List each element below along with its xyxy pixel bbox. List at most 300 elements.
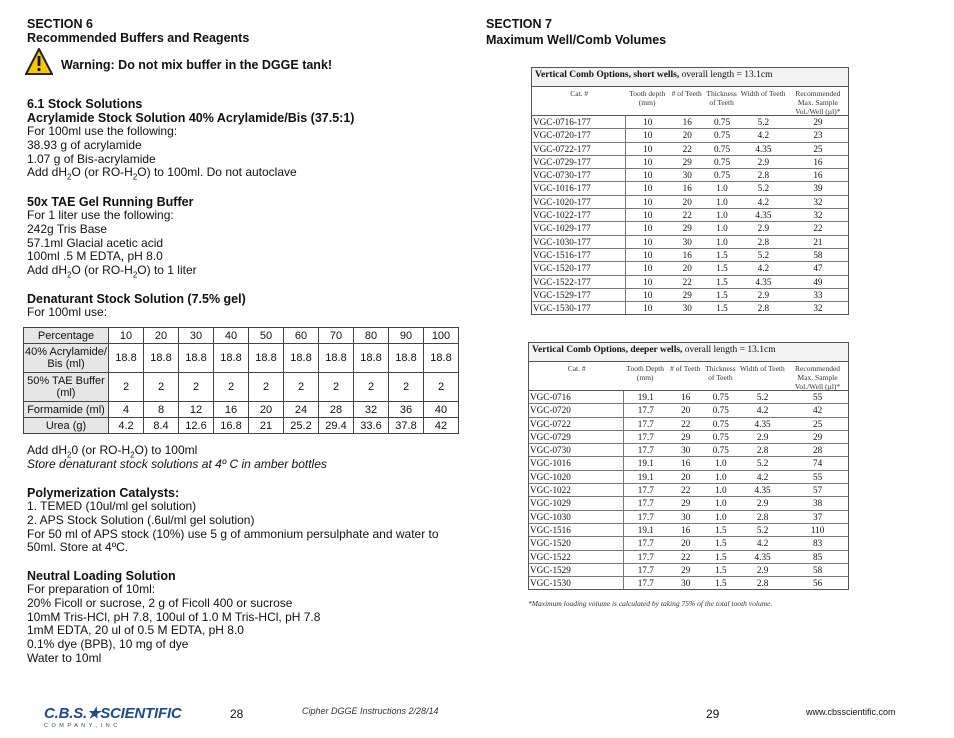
volume-footnote: *Maximum loading volume is calculated by taking 75% of the total tooth volume. xyxy=(528,599,773,608)
table-cell: 10 xyxy=(109,328,144,344)
table-cell: 10 xyxy=(643,143,653,154)
table-cell: 19.1 xyxy=(637,458,654,469)
denaturant-row xyxy=(24,328,459,344)
table-cell: VGC-1030-177 xyxy=(532,236,626,248)
table-cell: 30 xyxy=(681,578,691,589)
table-cell: 1.5 xyxy=(716,303,728,314)
col-header: Thickness of Teeth xyxy=(705,364,736,382)
table-cell: 17.7 xyxy=(637,538,654,549)
table-cell: 5.2 xyxy=(756,392,769,402)
table-cell: 23 xyxy=(813,130,823,141)
table-cell: 4.2 xyxy=(757,196,770,207)
table-cell: 25 xyxy=(813,143,823,154)
website-link[interactable]: www.cbsscientific.com xyxy=(806,707,896,717)
table-cell: 4.35 xyxy=(755,143,772,154)
deep-wells-column-headers xyxy=(529,362,848,391)
table-cell: 2.9 xyxy=(757,156,770,167)
table-row xyxy=(532,249,848,262)
page-number-left: 28 xyxy=(230,707,244,721)
table-cell: 56 xyxy=(813,578,823,589)
warning-icon xyxy=(25,48,53,76)
table-row xyxy=(532,289,848,302)
table-cell: 1.5 xyxy=(716,249,728,260)
table-cell: 17.7 xyxy=(637,418,654,429)
table-cell: 10 xyxy=(643,170,653,181)
table-cell: 30 xyxy=(681,511,691,522)
table-cell: 4.2 xyxy=(757,130,770,141)
row-label: Formamide (ml) xyxy=(24,402,109,418)
neutral-line: 10mM Tris-HCl, pH 7.8, 100ul of 1.0 M Tris-HCl, pH 7.8 xyxy=(27,609,321,624)
col-header: Recommended Max. Sample Vol./Well (µl)* xyxy=(795,89,841,116)
logo-wordmark: C.B.S.★SCIENTIFIC xyxy=(44,705,182,722)
row-label: Percentage xyxy=(24,328,109,344)
page-number-right: 29 xyxy=(706,707,720,721)
short-wells-table xyxy=(531,67,849,315)
table-cell: 36 xyxy=(389,402,424,418)
table-cell: 1.5 xyxy=(715,524,727,535)
row-label: 40% Acrylamide/ Bis (ml) xyxy=(24,344,109,373)
col-header: Tooth Depth (mm) xyxy=(626,364,665,382)
table-row xyxy=(532,156,848,169)
table-cell: 12 xyxy=(179,402,214,418)
table-cell: VGC-1520-177 xyxy=(532,262,626,274)
table-cell: 0.75 xyxy=(712,392,729,402)
section-6-label: SECTION 6 xyxy=(27,17,93,31)
table-row xyxy=(529,524,848,537)
neutral-line: 20% Ficoll or sucrose, 2 g of Ficoll 400 or sucrose xyxy=(27,595,293,610)
table-cell: 1.5 xyxy=(716,263,728,274)
table-cell: 57 xyxy=(813,485,823,496)
table-cell: 5.2 xyxy=(757,249,770,260)
table-cell: 100 xyxy=(424,328,459,344)
table-cell: 32 xyxy=(813,196,823,207)
table-row xyxy=(529,564,848,577)
table-cell: 29 xyxy=(682,223,692,234)
table-row xyxy=(532,196,848,209)
table-cell: 20 xyxy=(681,405,691,416)
col-header: # of Teeth xyxy=(671,89,702,98)
table-cell: 4.2 xyxy=(756,471,769,482)
neutral-line: Water to 10ml xyxy=(27,650,102,665)
neutral-loading-heading: Neutral Loading Solution xyxy=(27,569,176,583)
table-cell: 16 xyxy=(813,156,823,167)
table-cell: 17.7 xyxy=(637,498,654,509)
table-cell: 29 xyxy=(682,156,692,167)
table-cell: 33.6 xyxy=(354,418,389,434)
table-cell: 16 xyxy=(681,458,691,469)
table-cell: 30 xyxy=(179,328,214,344)
table-cell: 2.9 xyxy=(756,564,769,575)
table-row xyxy=(529,471,848,484)
table-cell: 10 xyxy=(643,263,653,274)
table-cell: 19.1 xyxy=(637,524,654,535)
table-cell: 18.8 xyxy=(214,344,249,373)
table-cell: 18.8 xyxy=(109,344,144,373)
table-cell: VGC-1522 xyxy=(529,551,624,563)
table-cell: 10 xyxy=(643,130,653,141)
table-cell: 20 xyxy=(249,402,284,418)
table-cell: 42 xyxy=(813,405,823,416)
table-cell: 22 xyxy=(682,143,692,154)
table-cell: 2.8 xyxy=(756,445,769,456)
table-row xyxy=(532,222,848,235)
tae-line: For 1 liter use the following: xyxy=(27,208,174,222)
table-cell: 4.35 xyxy=(754,551,771,562)
table-cell: 25.2 xyxy=(284,418,319,434)
table-cell: VGC-0722-177 xyxy=(532,143,626,155)
table-cell: 2 xyxy=(319,373,354,402)
table-row xyxy=(529,511,848,524)
table-cell: VGC-1529-177 xyxy=(532,289,626,301)
table-cell: 20 xyxy=(681,471,691,482)
table-cell: 18.8 xyxy=(319,344,354,373)
table-cell: 10 xyxy=(643,210,653,221)
table-cell: VGC-1030 xyxy=(529,511,624,523)
table-cell: 8 xyxy=(144,402,179,418)
table-cell: 0.75 xyxy=(712,405,729,416)
table-row xyxy=(529,497,848,510)
table-cell: 74 xyxy=(813,458,823,469)
table-row xyxy=(529,484,848,497)
table-cell: 18.8 xyxy=(179,344,214,373)
table-cell: 40 xyxy=(214,328,249,344)
table-cell: 18.8 xyxy=(354,344,389,373)
deep-wells-title: Vertical Comb Options, deeper wells, overall length = 13.1cm xyxy=(529,343,848,362)
denaturant-heading: Denaturant Stock Solution (7.5% gel) xyxy=(27,292,246,306)
table-cell: VGC-1516 xyxy=(529,524,624,536)
table-cell: 4.35 xyxy=(754,485,771,496)
acryl-add-line: Add $dH_2O$ (or $RO-H_2O$) to 100ml. Do not autoclave xyxy=(27,165,297,182)
table-cell: 37 xyxy=(813,511,823,522)
table-row xyxy=(532,276,848,289)
table-cell: 4.35 xyxy=(754,418,771,429)
col-header: Cat. # xyxy=(567,364,586,373)
table-cell: VGC-0729-177 xyxy=(532,156,626,168)
denaturant-row xyxy=(24,344,459,373)
table-cell: 38 xyxy=(813,498,823,509)
table-cell: 83 xyxy=(813,538,823,549)
table-cell: 55 xyxy=(813,471,823,482)
table-cell: 19.1 xyxy=(637,471,654,482)
table-cell: 21 xyxy=(249,418,284,434)
table-cell: 4.2 xyxy=(757,263,770,274)
table-cell: 10 xyxy=(643,289,653,300)
table-cell: 50 xyxy=(249,328,284,344)
table-cell: 10 xyxy=(643,236,653,247)
table-cell: 85 xyxy=(813,551,823,562)
table-cell: 22 xyxy=(682,276,692,287)
tae-line: 242g Tris Base xyxy=(27,221,108,236)
table-cell: 20 xyxy=(682,196,692,207)
tae-line: 100ml .5 M EDTA, pH 8.0 xyxy=(27,249,163,264)
table-cell: 40 xyxy=(424,402,459,418)
table-cell: 0.75 xyxy=(713,143,731,154)
table-cell: 32 xyxy=(813,210,823,221)
neutral-line: 0.1% dye (BPB), 10 mg of dye xyxy=(27,637,189,652)
table-row xyxy=(532,236,848,249)
poly-line: 1. TEMED (10ul/ml gel solution) xyxy=(27,499,197,513)
denaturant-row xyxy=(24,373,459,402)
table-cell: 1.0 xyxy=(716,236,728,247)
table-cell: 17.7 xyxy=(637,431,654,442)
neutral-loading-text xyxy=(27,583,320,666)
tae-heading: 50x TAE Gel Running Buffer xyxy=(27,195,194,209)
table-row xyxy=(529,457,848,470)
table-cell: 2 xyxy=(284,373,319,402)
table-cell: 0.75 xyxy=(713,117,731,127)
col-header: Tooth depth (mm) xyxy=(629,89,666,107)
table-cell: 16 xyxy=(681,392,691,402)
table-cell: 29 xyxy=(813,431,823,442)
table-cell: VGC-1022 xyxy=(529,484,624,496)
table-row xyxy=(529,551,848,564)
tae-instructions xyxy=(27,209,197,282)
table-cell: VGC-1522-177 xyxy=(532,276,626,288)
table-cell: 2 xyxy=(389,373,424,402)
deep-wells-table xyxy=(528,342,849,590)
table-cell: VGC-1020-177 xyxy=(532,196,626,208)
table-cell: 29 xyxy=(681,498,691,509)
table-row xyxy=(532,209,848,222)
table-cell: 29 xyxy=(682,289,692,300)
table-row xyxy=(532,302,848,314)
table-cell: VGC-1520 xyxy=(529,537,624,549)
table-cell: 10 xyxy=(643,303,653,314)
table-cell: 2 xyxy=(354,373,389,402)
table-cell: 17.7 xyxy=(637,551,654,562)
table-cell: 16 xyxy=(682,117,692,127)
table-cell: 18.8 xyxy=(249,344,284,373)
table-cell: 30 xyxy=(682,303,692,314)
table-cell: 2.9 xyxy=(757,289,770,300)
table-row xyxy=(532,182,848,195)
denaturant-row xyxy=(24,402,459,418)
table-cell: 17.7 xyxy=(637,485,654,496)
table-cell: VGC-1020 xyxy=(529,471,624,483)
table-cell: 16 xyxy=(214,402,249,418)
table-cell: 4.2 xyxy=(109,418,144,434)
table-cell: 2.8 xyxy=(756,578,769,589)
table-cell: 20 xyxy=(682,263,692,274)
table-cell: 1.5 xyxy=(715,551,727,562)
table-cell: 1.0 xyxy=(715,498,727,509)
table-cell: 5.2 xyxy=(757,183,770,194)
table-cell: 2.8 xyxy=(757,236,770,247)
table-cell: 28 xyxy=(813,445,823,456)
table-cell: 21 xyxy=(813,236,823,247)
acrylamide-heading: Acrylamide Stock Solution 40% Acrylamide/Bis (37.5:1) xyxy=(27,111,355,125)
table-cell: VGC-0720-177 xyxy=(532,129,626,141)
table-cell: 1.0 xyxy=(715,485,727,496)
table-cell: 10 xyxy=(643,117,653,127)
table-cell: 1.5 xyxy=(716,276,728,287)
denaturant-row xyxy=(24,418,459,434)
table-cell: 28 xyxy=(319,402,354,418)
polymerization-heading: Polymerization Catalysts: xyxy=(27,486,180,500)
table-cell: 0.75 xyxy=(713,156,731,167)
table-cell: 22 xyxy=(813,223,823,234)
col-header: Recommended Max. Sample Vol./Well (µl)* xyxy=(794,364,841,391)
table-cell: 1.5 xyxy=(715,578,727,589)
table-cell: 60 xyxy=(284,328,319,344)
table-cell: 22 xyxy=(681,551,691,562)
table-cell: 16 xyxy=(682,183,692,194)
stock-solutions-heading: 6.1 Stock Solutions xyxy=(27,97,143,111)
row-label: 50% TAE Buffer (ml) xyxy=(24,373,109,402)
table-cell: 29 xyxy=(813,117,823,127)
col-header: Cat. # xyxy=(570,89,589,98)
table-cell: 16 xyxy=(682,249,692,260)
table-cell: 5.2 xyxy=(757,117,770,127)
section-7-label: SECTION 7 xyxy=(486,17,552,31)
denaturant-storage: Store denaturant stock solutions at 4º C in amber bottles xyxy=(27,457,327,471)
neutral-line: 1mM EDTA, 20 ul of 0.5 M EDTA, pH 8.0 xyxy=(27,623,244,638)
table-cell: 22 xyxy=(681,485,691,496)
table-cell: 4.2 xyxy=(756,405,769,416)
table-cell: 1.0 xyxy=(716,223,728,234)
table-cell: 20 xyxy=(681,538,691,549)
table-row xyxy=(532,116,848,129)
table-cell: 2.9 xyxy=(756,498,769,509)
denaturant-add-line: Add $dH_20$ (or $RO-H_2O$) to 100ml xyxy=(27,443,198,460)
col-header: Width of Teeth xyxy=(739,364,785,373)
table-cell: 33 xyxy=(813,289,823,300)
table-cell: 18.8 xyxy=(424,344,459,373)
table-row xyxy=(532,169,848,182)
table-cell: 17.7 xyxy=(637,405,654,416)
table-cell: 1.0 xyxy=(716,210,728,221)
table-cell: 55 xyxy=(813,392,823,402)
table-row xyxy=(529,391,848,404)
table-cell: 2.9 xyxy=(757,223,770,234)
table-cell: 2.8 xyxy=(756,511,769,522)
table-cell: 22 xyxy=(681,418,691,429)
table-cell: 16 xyxy=(813,170,823,181)
table-cell: 1.0 xyxy=(715,511,727,522)
table-cell: 12.6 xyxy=(179,418,214,434)
table-cell: 10 xyxy=(643,183,653,194)
col-header: Thickness of Teeth xyxy=(706,89,737,107)
table-cell: 10 xyxy=(643,196,653,207)
poly-line: 50ml. Store at 4ºC. xyxy=(27,540,129,555)
table-cell: VGC-1529 xyxy=(529,564,624,576)
table-cell: 2.8 xyxy=(757,303,770,314)
table-cell: 5.2 xyxy=(756,524,769,535)
table-cell: 17.7 xyxy=(637,445,654,456)
table-cell: 0.75 xyxy=(713,130,731,141)
table-cell: 2.8 xyxy=(757,170,770,181)
table-cell: VGC-0729 xyxy=(529,431,624,443)
table-cell: 32 xyxy=(813,303,823,314)
table-cell: 19.1 xyxy=(637,392,654,402)
table-cell: 2 xyxy=(109,373,144,402)
poly-line: For 50 ml of APS stock (10%) use 5 g of ammonium persulphate and water to xyxy=(27,526,439,541)
table-cell: 22 xyxy=(682,210,692,221)
section-7-title: Maximum Well/Comb Volumes xyxy=(486,33,667,47)
table-cell: VGC-0730-177 xyxy=(532,169,626,181)
table-cell: 1.0 xyxy=(715,471,727,482)
table-cell: 42 xyxy=(424,418,459,434)
table-row xyxy=(529,537,848,550)
acrylamide-instructions xyxy=(27,125,297,185)
table-cell: 2 xyxy=(179,373,214,402)
table-cell: 80 xyxy=(354,328,389,344)
table-cell: 18.8 xyxy=(284,344,319,373)
table-cell: 4.35 xyxy=(755,210,772,221)
table-cell: 17.7 xyxy=(637,564,654,575)
table-cell: VGC-0716 xyxy=(529,391,624,403)
table-cell: 1.0 xyxy=(716,196,728,207)
table-cell: 32 xyxy=(354,402,389,418)
table-cell: VGC-1016-177 xyxy=(532,182,626,194)
tae-line: 57.1ml Glacial acetic acid xyxy=(27,235,164,250)
denaturant-table xyxy=(23,327,459,434)
cbs-logo xyxy=(44,704,182,729)
col-header: Width of Teeth xyxy=(740,89,786,98)
short-wells-title: Vertical Comb Options, short wells, overall length = 13.1cm xyxy=(532,68,848,87)
table-row xyxy=(532,262,848,275)
table-cell: 24 xyxy=(284,402,319,418)
table-cell: 1.5 xyxy=(715,564,727,575)
table-cell: 5.2 xyxy=(756,458,769,469)
table-cell: 10 xyxy=(643,276,653,287)
table-cell: 4.35 xyxy=(755,276,772,287)
row-label: Urea (g) xyxy=(24,418,109,434)
table-cell: VGC-0722 xyxy=(529,418,624,430)
table-cell: 25 xyxy=(813,418,823,429)
table-row xyxy=(529,418,848,431)
table-cell: 30 xyxy=(681,445,691,456)
table-cell: 1.5 xyxy=(716,289,728,300)
acryl-line: 38.93 g of acrylamide xyxy=(27,137,142,152)
polymerization-text xyxy=(27,500,439,555)
table-cell: 16 xyxy=(681,524,691,535)
table-cell: VGC-1530-177 xyxy=(532,302,626,314)
table-cell: 110 xyxy=(810,524,825,535)
table-cell: 0.75 xyxy=(712,418,729,429)
table-cell: 10 xyxy=(643,156,653,167)
table-cell: 90 xyxy=(389,328,424,344)
table-cell: 0.75 xyxy=(712,431,729,442)
table-row xyxy=(532,129,848,142)
table-cell: 29 xyxy=(681,431,691,442)
table-cell: 10 xyxy=(643,223,653,234)
table-cell: 47 xyxy=(813,263,823,274)
table-row xyxy=(529,404,848,417)
warning-text: Warning: Do not mix buffer in the DGGE tank! xyxy=(61,58,333,72)
table-cell: 4 xyxy=(109,402,144,418)
logo-company: C O M P A N Y , I N C xyxy=(44,723,119,729)
table-cell: VGC-0720 xyxy=(529,404,624,416)
doc-reference: Cipher DGGE Instructions 2/28/14 xyxy=(302,706,439,716)
table-cell: 2 xyxy=(214,373,249,402)
table-cell: VGC-1029 xyxy=(529,497,624,509)
table-row xyxy=(532,143,848,156)
table-cell: 1.0 xyxy=(716,183,728,194)
table-cell: 1.5 xyxy=(715,538,727,549)
neutral-line: For preparation of 10ml: xyxy=(27,582,156,596)
table-row xyxy=(529,577,848,589)
table-cell: 37.8 xyxy=(389,418,424,434)
table-cell: 8.4 xyxy=(144,418,179,434)
table-cell: 2 xyxy=(424,373,459,402)
table-cell: 20 xyxy=(144,328,179,344)
table-cell: 30 xyxy=(682,236,692,247)
table-cell: 30 xyxy=(682,170,692,181)
table-cell: 70 xyxy=(319,328,354,344)
table-cell: VGC-0716-177 xyxy=(532,116,626,128)
denaturant-intro: For 100ml use: xyxy=(27,305,108,319)
